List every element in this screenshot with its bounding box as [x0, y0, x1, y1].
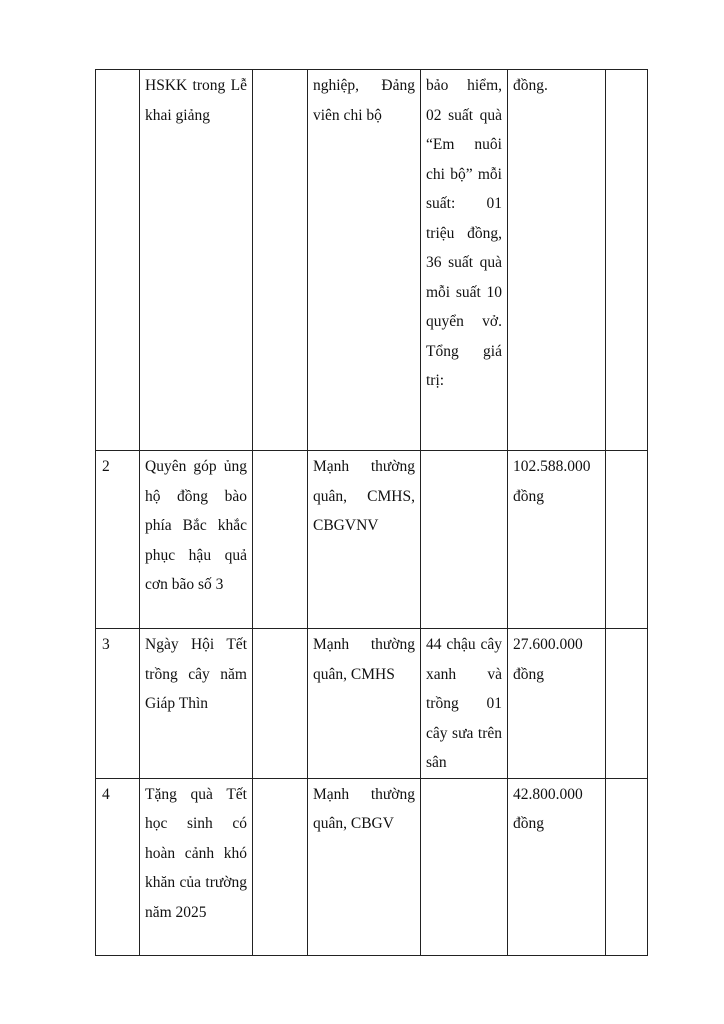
- table-row: [96, 778, 648, 955]
- activity-table: [95, 69, 648, 956]
- value-cell: 42.800.000 đồng: [508, 778, 606, 955]
- activity-content-cell: Quyên góp ủng hộ đồng bào phía Bắc khắc phục hậu quả cơn bão số 3: [140, 451, 253, 629]
- value-cell: 27.600.000 đồng: [508, 629, 606, 779]
- result-cell: [421, 451, 508, 629]
- row-number-cell: 4: [96, 778, 140, 955]
- activity-content-cell: Tặng quà Tết học sinh có hoàn cảnh khó khăn của trường năm 2025: [140, 778, 253, 955]
- participants-cell: Mạnh thường quân, CBGV: [308, 778, 421, 955]
- note-cell: [606, 70, 648, 451]
- value-cell: 102.588.000 đồng: [508, 451, 606, 629]
- value-cell: đồng.: [508, 70, 606, 451]
- row-number-cell: 2: [96, 451, 140, 629]
- table-row: [96, 629, 648, 779]
- blank-cell: [253, 70, 308, 451]
- blank-cell: [253, 778, 308, 955]
- result-cell: 44 chậu cây xanh và trồng 01 cây sưa trên sân: [421, 629, 508, 779]
- participants-cell: Mạnh thường quân, CMHS: [308, 629, 421, 779]
- note-cell: [606, 451, 648, 629]
- row-number-cell: [96, 70, 140, 451]
- result-cell: [421, 778, 508, 955]
- table-row: [96, 70, 648, 451]
- activity-content-cell: Ngày Hội Tết trồng cây năm Giáp Thìn: [140, 629, 253, 779]
- result-cell: bảo hiểm, 02 suất quà “Em nuôi chi bộ” mỗi suất: 01 triệu đồng, 36 suất quà mỗi suất 10 quyển vở. Tổng giá trị:: [421, 70, 508, 451]
- note-cell: [606, 778, 648, 955]
- participants-cell: nghiệp, Đảng viên chi bộ: [308, 70, 421, 451]
- blank-cell: [253, 629, 308, 779]
- blank-cell: [253, 451, 308, 629]
- activity-content-cell: HSKK trong Lễ khai giảng: [140, 70, 253, 451]
- participants-cell: Mạnh thường quân, CMHS, CBGVNV: [308, 451, 421, 629]
- table-row: [96, 451, 648, 629]
- row-number-cell: 3: [96, 629, 140, 779]
- note-cell: [606, 629, 648, 779]
